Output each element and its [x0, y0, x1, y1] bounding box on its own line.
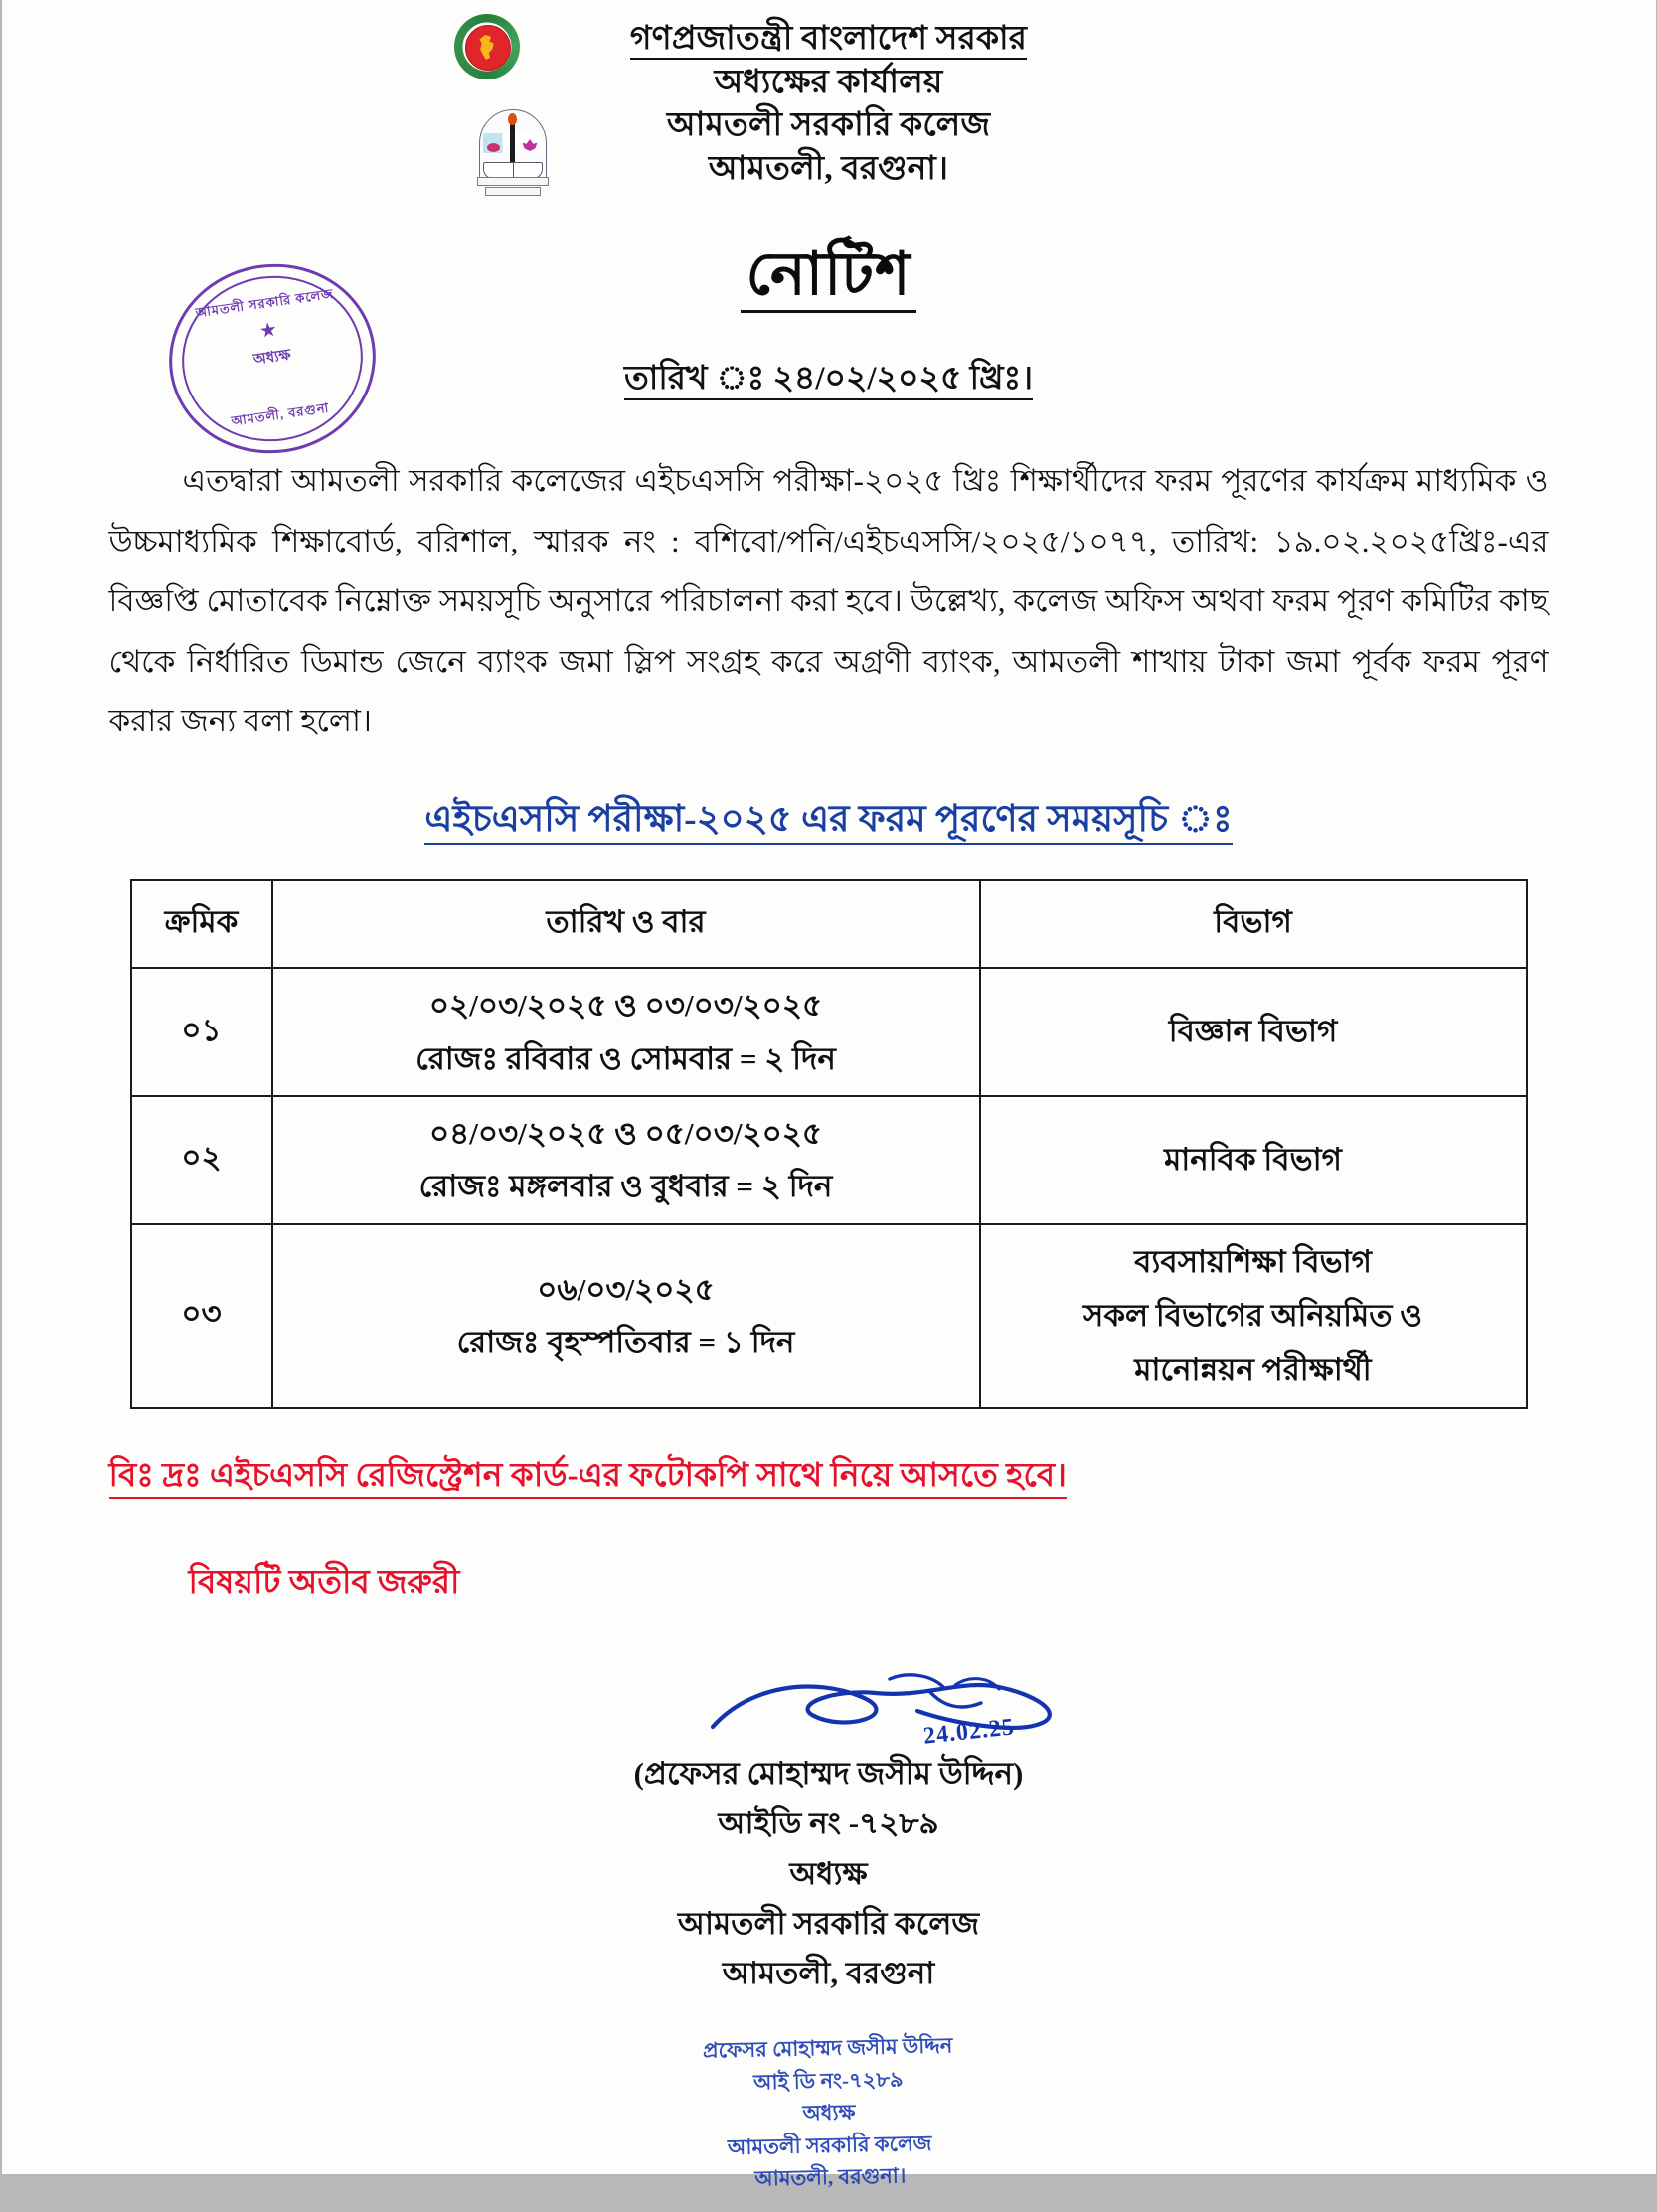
cell-serial: ০৩ — [131, 1224, 272, 1409]
cell-department-line-2: সকল বিভাগের অনিয়মিত ও — [1082, 1298, 1423, 1334]
red-note-urgent: বিষয়টি অতীব জরুরী — [188, 1565, 460, 1602]
red-note-registration-card-text: বিঃ দ্রঃ এইচএসসি রেজিস্ট্রেশন কার্ড-এর ফটোকপি সাথে নিয়ে আসতে হবে। — [109, 1458, 1067, 1499]
cell-department — [980, 968, 1527, 1096]
logo-name-plate — [485, 187, 541, 196]
column-header-date-day: তারিখ ও বার — [272, 880, 980, 968]
cell-date-line-2: রোজঃ মঙ্গলবার ও বুধবার = ২ দিন — [418, 1169, 833, 1204]
cell-serial: ০২ — [131, 1096, 272, 1224]
notice-date-text: তারিখ ঃ ২৪/০২/২০২৫ খ্রিঃ। — [624, 361, 1033, 400]
handwritten-signature-date: 24.02.25 — [921, 1714, 1016, 1751]
blue-ink-name-seal — [0, 2015, 1657, 2212]
bangladesh-government-emblem-icon — [454, 14, 520, 79]
header-line-government-text: গণপ্রজাতন্ত্রী বাংলাদেশ সরকার — [630, 21, 1027, 60]
table-row — [131, 1224, 1527, 1409]
cell-serial: ০১ — [131, 968, 272, 1096]
header-line-address: আমতলী, বরগুনা। — [708, 150, 949, 187]
cell-department-line-1: মানবিক বিভাগ — [1164, 1142, 1342, 1178]
cell-department-line-1: বিজ্ঞান বিভাগ — [1168, 1014, 1338, 1049]
seal-line-designation: অধ্যক্ষ — [801, 2100, 856, 2127]
cell-date-line-2: রোজঃ রবিবার ও সোমবার = ২ দিন — [415, 1040, 836, 1076]
signatory-id: আইডি নং -৭২৮৯ — [718, 1806, 939, 1841]
signatory-details — [2, 1749, 1656, 1998]
seal-line-id: আই ডি নং-৭২৮৯ — [752, 2067, 904, 2095]
signatory-name: (প্রফেসর মোহাম্মদ জসীম উদ্দিন) — [633, 1756, 1024, 1792]
schedule-section-heading — [2, 789, 1656, 852]
cell-date-line-1: ০২/০৩/২০২৫ ও ০৩/০৩/২০২৫ — [428, 988, 823, 1024]
logo-motto-plate — [477, 177, 549, 186]
column-header-serial: ক্রমিক — [131, 880, 272, 968]
logo-leaf — [487, 143, 500, 152]
header-line-government — [2, 18, 1656, 62]
cell-date-day — [272, 968, 980, 1096]
page-title — [2, 229, 1656, 328]
table-row — [131, 1096, 1527, 1224]
stamp-bottom-text: আমতলী, বরগুনা — [230, 399, 330, 429]
red-note-registration-card — [109, 1449, 1656, 1504]
seal-line-institution: আমতলী সরকারি কলেজ — [727, 2131, 932, 2160]
cell-department-line-1: ব্যবসায়শিক্ষা বিভাগ — [1134, 1243, 1372, 1279]
signatory-institution: আমতলী সরকারি কলেজ — [677, 1905, 980, 1941]
form-fillup-schedule-table — [130, 879, 1528, 1409]
logo-flame — [508, 113, 517, 125]
notice-document-page — [2, 0, 1656, 2192]
seal-line-address: আমতলী, বরগুনা। — [753, 2163, 907, 2192]
cell-date-day — [272, 1096, 980, 1224]
notice-date — [2, 352, 1656, 407]
handwritten-signature — [151, 1667, 1656, 1751]
page-title-text: নোটিশ — [741, 241, 917, 313]
college-logo-icon — [467, 107, 557, 199]
signature-block — [2, 1667, 1656, 1998]
cell-date-day — [272, 1224, 980, 1409]
stamp-middle-text: অধ্যক্ষ — [251, 347, 292, 369]
signatory-designation: অধ্যক্ষ — [789, 1855, 868, 1891]
header-line-office: অধ্যক্ষের কার্যালয় — [714, 64, 943, 100]
seal-line-name: প্রফেসর মোহাম্মদ জসীম উদ্দিন — [702, 2033, 953, 2064]
signatory-address: আমতলী, বরগুনা — [722, 1956, 935, 1991]
table-header-row — [131, 880, 1527, 968]
cell-department-line-3: মানোন্নয়ন পরীক্ষার্থী — [1134, 1351, 1372, 1387]
stamp-top-text: আমতলী সরকারি কলেজ — [194, 285, 335, 321]
notice-body-paragraph: এতদ্বারা আমতলী সরকারি কলেজের এইচএসসি পরীক্ষা-২০২৫ খ্রিঃ শিক্ষার্থীদের ফরম পূরণের কার্যক্রম মাধ্যমিক ও উচ্চমাধ্যমিক শিক্ষাবোর্ড, বরিশাল, স্মারক নং : বশিবো/পনি/এইচএসসি/২০২৫/১০৭৭, তারিখ: ১৯.০২.২০২৫খ্রিঃ-এর বিজ্ঞপ্তি মোতাবেক নিম্নোক্ত সময়সূচি অনুসারে পরিচালনা করা হবে। উল্লেখ্য, কলেজ অফিস অথবা ফরম পূরণ কমিটির কাছ থেকে নির্ধারিত ডিমান্ড জেনে ব্যাংক জমা স্লিপ সংগ্রহ করে অগ্রণী ব্যাংক, আমতলী শাখায় টাকা জমা পূর্বক ফরম পূরণ করার জন্য বলা হলো। — [108, 463, 1549, 738]
cell-date-line-2: রোজঃ বৃহস্পতিবার = ১ দিন — [456, 1325, 795, 1360]
schedule-section-heading-text: এইচএসসি পরীক্ষা-২০২৫ এর ফরম পূরণের সময়সূচি ঃ — [424, 799, 1232, 845]
cell-date-line-1: ০৬/০৩/২০২৫ — [537, 1272, 715, 1308]
logo-torch — [510, 119, 515, 163]
header-line-college: আমতলী সরকারি কলেজ — [666, 107, 991, 144]
cell-date-line-1: ০৪/০৩/২০২৫ ও ০৫/০৩/২০২৫ — [428, 1116, 823, 1151]
cell-department — [980, 1224, 1527, 1409]
column-header-department: বিভাগ — [980, 880, 1527, 968]
document-header — [2, 0, 1656, 191]
table-row — [131, 968, 1527, 1096]
cell-department — [980, 1096, 1527, 1224]
